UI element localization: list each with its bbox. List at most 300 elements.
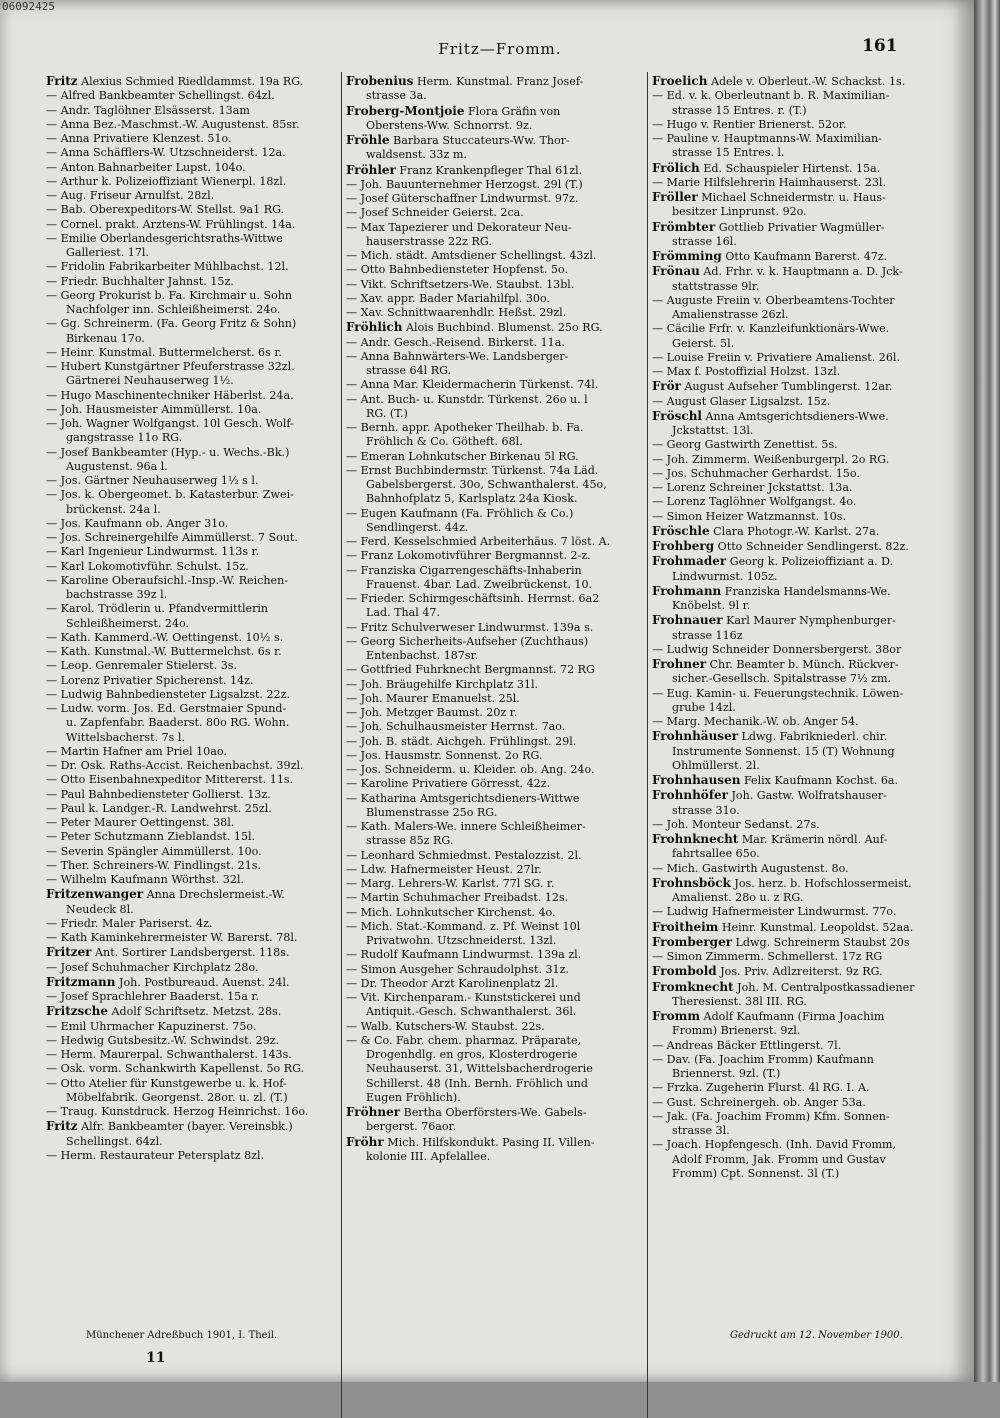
entry-text: — Dr. Theodor Arzt Karolinenplatz 2l. xyxy=(346,976,559,990)
entry-surname: Fröhr xyxy=(346,1134,384,1149)
directory-entry xyxy=(46,74,336,89)
directory-entry xyxy=(46,688,336,702)
entry-text: — Ther. Schreiners-W. Findlingst. 21s. xyxy=(46,858,261,872)
directory-entry xyxy=(46,773,336,787)
entry-surname: Frohnsböck xyxy=(652,875,731,890)
directory-entry xyxy=(652,74,938,89)
directory-entry xyxy=(46,203,336,217)
entry-text: — Ludwig Hafnermeister Lindwurmst. 77o. xyxy=(652,905,897,919)
directory-entry xyxy=(346,906,642,920)
directory-entry xyxy=(46,816,336,830)
entry-text: — Franziska Cigarrengeschäfts-Inhaberin xyxy=(346,563,582,577)
directory-entry xyxy=(346,820,642,834)
entry-text: Alfr. Bankbeamter (bayer. Vereinsbk.) xyxy=(77,1120,293,1134)
entry-continuation: hauserstrasse 22z RG. xyxy=(366,234,492,248)
entry-surname: Fröhner xyxy=(346,1105,401,1119)
directory-entry xyxy=(46,260,336,274)
directory-entry xyxy=(652,161,938,176)
directory-entry xyxy=(346,263,642,277)
entry-text: — Hugo v. Rentier Brienerst. 52or. xyxy=(652,117,847,131)
entry-text: — Wilhelm Kaufmann Wörthst. 32l. xyxy=(46,873,244,886)
directory-entry xyxy=(46,631,336,645)
entry-continuation: Neudeck 8l. xyxy=(66,902,134,916)
entry-text: — Friedr. Buchhalter Jahnst. 15z. xyxy=(46,274,234,288)
directory-entry xyxy=(346,249,642,263)
entry-text: — Ferd. Kesselschmied Arbeiterhäus. 7 löst. A. xyxy=(346,535,611,548)
directory-entry xyxy=(46,659,336,673)
entry-continuation: Eugen Fröhlich). xyxy=(366,1090,461,1104)
directory-entry xyxy=(46,990,336,1004)
directory-entry xyxy=(346,320,642,335)
directory-entry xyxy=(652,351,938,365)
entry-text: — Joach. Hopfengesch. (Inh. David Fromm, xyxy=(652,1138,897,1152)
entry-surname: Fröhlich xyxy=(346,320,403,335)
directory-entry xyxy=(346,863,642,877)
entry-continuation: Fromm) Brienerst. 9zl. xyxy=(672,1024,801,1038)
entry-text: — Friedr. Maler Pariserst. 4z. xyxy=(46,916,213,930)
directory-column-1 xyxy=(46,74,336,1163)
entry-text: — Ludwig Bahnbediensteter Ligsalzst. 22z. xyxy=(46,687,290,701)
directory-entry xyxy=(652,379,938,394)
entry-text: — Anna Bez.-Maschmst.-W. Augustenst. 85sr. xyxy=(46,117,300,131)
entry-text: — Joh. B. städt. Aichgeh. Frühlingst. 29l. xyxy=(346,734,577,748)
entry-continuation: brückenst. 24a l. xyxy=(66,502,161,516)
entry-continuation: Neuhauserst. 31, Wittelsbacherdrogerie xyxy=(366,1062,593,1076)
entry-text: — Max f. Postoffizial Holzst. 13zl. xyxy=(652,365,841,378)
directory-entry xyxy=(346,663,642,677)
entry-text: — Jos. Kaufmann ob. Anger 31o. xyxy=(46,516,229,530)
entry-text: Alois Buchbind. Blumenst. 25o RG. xyxy=(402,321,603,335)
directory-entry xyxy=(46,961,336,975)
entry-surname: Fritz xyxy=(46,1119,78,1134)
directory-entry xyxy=(652,980,938,995)
directory-entry xyxy=(46,161,336,175)
directory-entry xyxy=(46,788,336,802)
entry-surname: Frohnhausen xyxy=(652,773,741,787)
entry-continuation: Amalienst. 28o u. z RG. xyxy=(672,891,804,904)
entry-text: — Karol. Trödlerin u. Pfandvermittlerin xyxy=(46,602,269,616)
entry-text: Otto Kaufmann Barerst. 47z. xyxy=(721,250,888,263)
entry-text: — Osk. vorm. Schankwirth Kapellenst. 5o RG. xyxy=(46,1062,305,1076)
entry-continuation: sicher.-Gesellsch. Spitalstrasse 7½ zm. xyxy=(672,672,892,686)
entry-continuation: Gärtnerei Neuhauserweg 1½. xyxy=(66,374,234,388)
directory-entry xyxy=(46,189,336,203)
entry-text: — Georg Sicherheits-Aufseher (Zuchthaus) xyxy=(346,634,589,648)
directory-entry xyxy=(652,788,938,803)
entry-continuation: Galleriest. 17l. xyxy=(66,246,149,259)
page-number: 161 xyxy=(862,36,898,56)
directory-entry xyxy=(46,275,336,289)
entry-text: Michael Schneidermstr. u. Haus- xyxy=(697,191,886,204)
entry-continuation: Schillerst. 48 (Inh. Bernh. Fröhlich und xyxy=(366,1076,588,1090)
directory-entry xyxy=(652,950,938,964)
entry-continuation: Amalienstrasse 26zl. xyxy=(672,308,789,321)
directory-entry xyxy=(652,467,938,481)
entry-text: Karl Maurer Nymphenburger- xyxy=(722,614,896,628)
directory-entry xyxy=(652,510,938,524)
entry-text: — Simon Ausgeher Schraudolphst. 31z. xyxy=(346,962,569,976)
directory-entry xyxy=(346,1034,642,1048)
entry-continuation: strasse 3a. xyxy=(366,89,427,103)
entry-text: — Fritz Schulverweser Lindwurmst. 139a s. xyxy=(346,620,594,634)
entry-text: Ant. Sortirer Landsbergerst. 118s. xyxy=(91,946,290,960)
entry-continuation: Ohlmüllerst. 2l. xyxy=(672,758,760,772)
directory-entry xyxy=(652,584,938,599)
directory-entry xyxy=(346,891,642,905)
column-divider xyxy=(341,72,342,1418)
entry-text: — Joh. Schulhausmeister Herrnst. 7ao. xyxy=(346,720,566,734)
directory-entry xyxy=(652,176,938,190)
directory-entry xyxy=(652,1053,938,1067)
directory-entry xyxy=(46,830,336,844)
directory-entry xyxy=(346,133,642,148)
entry-text: — Walb. Kutschers-W. Staubst. 22s. xyxy=(346,1019,545,1033)
directory-entry xyxy=(46,802,336,816)
entry-continuation: strasse 85z RG. xyxy=(366,834,454,848)
entry-surname: Fritzenwanger xyxy=(46,887,144,902)
entry-text: Flora Gräfin von xyxy=(464,104,561,118)
entry-continuation: strasse 64l RG. xyxy=(366,364,452,377)
entry-text: — Aug. Friseur Arnulfst. 28zl. xyxy=(46,189,215,202)
entry-text: — Andr. Taglöhner Elsässerst. 13am xyxy=(46,103,250,117)
entry-text: — Lorenz Taglöhner Wolfgangst. 4o. xyxy=(652,495,857,509)
directory-entry xyxy=(346,692,642,706)
entry-text: Bertha Oberförsters-We. Gabels- xyxy=(400,1106,587,1119)
entry-continuation: Bahnhofplatz 5, Karlsplatz 24a Kiosk. xyxy=(366,492,578,506)
entry-text: Otto Schneider Sendlingerst. 82z. xyxy=(714,540,909,553)
directory-entry xyxy=(652,132,938,146)
directory-entry xyxy=(346,421,642,435)
entry-continuation: Privatwohn. Utzschneiderst. 13zl. xyxy=(366,934,557,947)
entry-text: — Herm. Restaurateur Petersplatz 8zl. xyxy=(46,1148,265,1162)
directory-entry xyxy=(652,395,938,409)
entry-text: — Cornel. prakt. Arztens-W. Frühlingst. 14a. xyxy=(46,217,296,231)
entry-surname: Frombold xyxy=(652,964,717,979)
directory-entry xyxy=(652,294,938,308)
directory-entry xyxy=(346,564,642,578)
directory-entry xyxy=(46,1004,336,1019)
entry-continuation: Blumenstrasse 25o RG. xyxy=(366,805,498,819)
entry-continuation: Nachfolger inn. Schleißheimerst. 24o. xyxy=(66,303,281,316)
entry-text: Ad. Frhr. v. k. Hauptmann a. D. Jck- xyxy=(699,265,903,279)
entry-text: — Josef Güterschaffner Lindwurmst. 97z. xyxy=(346,192,579,205)
entry-text: — Rudolf Kaufmann Lindwurmst. 139a zl. xyxy=(346,948,582,962)
directory-entry xyxy=(46,887,336,902)
entry-text: — Kath Kaminkehrermeister W. Barerst. 78l. xyxy=(46,931,298,944)
entry-continuation: Frauenst. 4bar. Lad. Zweibrückenst. 10. xyxy=(366,577,593,591)
entry-continuation: Sendlingerst. 44z. xyxy=(366,520,469,534)
entry-surname: Frohmann xyxy=(652,583,722,598)
entry-text: — Alfred Bankbeamter Schellingst. 64zl. xyxy=(46,89,275,103)
entry-text: — Eugen Kaufmann (Fa. Fröhlich & Co.) xyxy=(346,506,574,520)
directory-entry xyxy=(346,592,642,606)
entry-text: — Leop. Genremaler Stielerst. 3s. xyxy=(46,659,237,673)
entry-text: Anna Amtsgerichtsdieners-Wwe. xyxy=(701,409,889,423)
entry-surname: Fritzer xyxy=(46,945,92,960)
entry-text: Heinr. Kunstmal. Leopoldst. 52aa. xyxy=(718,920,914,934)
entry-surname: Froitheim xyxy=(652,919,719,934)
entry-text: — Otto Bahnbediensteter Hopfenst. 5o. xyxy=(346,263,569,277)
entry-continuation: strasse 15 Entres. l. xyxy=(672,146,785,160)
entry-text: — Joh. Maurer Emanuelst. 25l. xyxy=(346,691,520,705)
entry-surname: Fromm xyxy=(652,1009,701,1023)
directory-entry xyxy=(652,554,938,569)
directory-entry xyxy=(46,745,336,759)
entry-surname: Frohmader xyxy=(652,554,727,569)
entry-continuation: Fromm) Cpt. Sonnenst. 3l (T.) xyxy=(672,1166,840,1180)
entry-text: Gottlieb Privatier Wagmüller- xyxy=(715,220,885,234)
entry-surname: Fritzsche xyxy=(46,1004,108,1019)
directory-entry xyxy=(652,832,938,847)
directory-entry xyxy=(652,1138,938,1152)
entry-text: — Emil Uhrmacher Kapuzinerst. 75o. xyxy=(46,1019,257,1033)
entry-continuation: RG. (T.) xyxy=(366,406,408,420)
directory-entry xyxy=(346,720,642,734)
entry-continuation: strasse 16l. xyxy=(672,234,737,248)
entry-text: — Leonhard Schmiedmst. Pestalozzist. 2l. xyxy=(346,848,582,862)
entry-text: August Aufseher Tumblingerst. 12ar. xyxy=(680,380,893,394)
entry-text: Joh. M. Centralpostkassadiener xyxy=(733,980,915,994)
entry-continuation: grube 14zl. xyxy=(672,700,736,714)
directory-entry xyxy=(46,975,336,990)
entry-text: Jos. Priv. Adlzreiterst. 9z RG. xyxy=(716,965,883,979)
entry-text: — Ed. v. k. Oberleutnant b. R. Maximilian- xyxy=(652,89,890,103)
entry-text: — Franz Lokomotivführer Bergmannst. 2-z. xyxy=(346,549,591,563)
entry-text: — Josef Sprachlehrer Baaderst. 15a r. xyxy=(46,990,259,1003)
directory-entry xyxy=(46,89,336,103)
directory-entry xyxy=(346,763,642,777)
entry-text: Mar. Krämerin nördl. Auf- xyxy=(738,833,888,846)
entry-text: — Frieder. Schirmgeschäftsinh. Herrnst. 6a2 xyxy=(346,592,600,605)
entry-text: — Karoline Oberaufsichl.-Insp.-W. Reichen- xyxy=(46,573,288,587)
entry-continuation: strasse 116z xyxy=(672,628,743,642)
directory-entry xyxy=(652,876,938,891)
entry-text: — Gottfried Fuhrknecht Bergmannst. 72 RG xyxy=(346,663,595,677)
directory-entry xyxy=(46,417,336,431)
entry-text: — Auguste Freiin v. Oberbeamtens-Tochter xyxy=(652,293,895,307)
entry-surname: Fröhle xyxy=(346,133,390,147)
directory-entry xyxy=(46,1119,336,1134)
directory-entry xyxy=(346,1020,642,1034)
directory-entry xyxy=(652,687,938,701)
column-divider xyxy=(647,72,648,1418)
entry-surname: Fromberger xyxy=(652,934,733,949)
entry-text: — Marg. Lehrers-W. Karlst. 77l SG. r. xyxy=(346,877,555,890)
entry-surname: Frömbter xyxy=(652,219,716,234)
entry-text: Felix Kaufmann Kochst. 6a. xyxy=(740,774,899,787)
directory-entry xyxy=(46,560,336,574)
directory-entry xyxy=(346,163,642,178)
entry-text: — Pauline v. Hauptmanns-W. Maximilian- xyxy=(652,132,882,145)
entry-text: — Hedwig Gutsbesitz.-W. Schwindst. 29z. xyxy=(46,1033,280,1047)
entry-continuation: strasse 15 Entres. r. (T.) xyxy=(672,103,807,117)
directory-entry xyxy=(652,643,938,657)
directory-entry xyxy=(46,545,336,559)
directory-entry xyxy=(46,602,336,616)
entry-surname: Frohnauer xyxy=(652,613,723,628)
entry-text: — Karl Lokomotivführ. Schulst. 15z. xyxy=(46,559,249,573)
entry-text: — Joh. Wagner Wolfgangst. 10l Gesch. Wolf- xyxy=(46,417,294,430)
entry-continuation: Theresienst. 38l III. RG. xyxy=(672,994,807,1008)
entry-surname: Frohner xyxy=(652,657,707,671)
directory-entry xyxy=(652,920,938,935)
entry-text: — Martin Hafner am Priel 10ao. xyxy=(46,744,227,758)
directory-entry xyxy=(46,574,336,588)
directory-entry xyxy=(346,1105,642,1120)
entry-text: — Jos. Hausmstr. Sonnenst. 2o RG. xyxy=(346,748,543,762)
directory-entry xyxy=(652,409,938,424)
entry-text: — Traug. Kunstdruck. Herzog Heinrichst. 16o. xyxy=(46,1105,309,1118)
entry-text: — August Glaser Ligsalzst. 15z. xyxy=(652,394,831,408)
directory-entry xyxy=(346,977,642,991)
entry-text: — Jos. k. Obergeomet. b. Katasterbur. Zwei- xyxy=(46,488,294,502)
entry-text: Georg k. Polizeioffiziant a. D. xyxy=(726,555,894,569)
directory-entry xyxy=(346,735,642,749)
entry-surname: Froelich xyxy=(652,74,708,88)
directory-entry xyxy=(46,1062,336,1076)
entry-text: — Marg. Mechanik.-W. ob. Anger 54. xyxy=(652,715,859,728)
directory-entry xyxy=(46,232,336,246)
directory-column-3 xyxy=(652,74,938,1181)
directory-entry xyxy=(652,773,938,788)
entry-continuation: Drogenhdlg. en gros, Klosterdrogerie xyxy=(366,1048,578,1061)
entry-text: — Joh. Bräugehilfe Kirchplatz 31l. xyxy=(346,677,539,691)
entry-text: — Joh. Metzger Baumst. 20z r. xyxy=(346,706,518,719)
directory-entry xyxy=(346,278,642,292)
entry-text: Franz Krankenpfleger Thal 61zl. xyxy=(395,163,583,177)
directory-entry xyxy=(652,539,938,554)
directory-entry xyxy=(652,190,938,205)
entry-text: — Martin Schuhmacher Freibadst. 12s. xyxy=(346,891,569,905)
directory-entry xyxy=(46,474,336,488)
entry-continuation: Möbelfabrik. Georgenst. 28or. u. zl. (T.) xyxy=(66,1090,288,1104)
directory-entry xyxy=(46,859,336,873)
directory-entry xyxy=(46,1105,336,1119)
entry-continuation: Birkenau 17o. xyxy=(66,331,145,345)
entry-surname: Frohberg xyxy=(652,539,715,553)
directory-entry xyxy=(652,365,938,379)
directory-entry xyxy=(652,862,938,876)
directory-entry xyxy=(46,446,336,460)
entry-text: — Paul k. Landger.-R. Landwehrst. 25zl. xyxy=(46,801,272,815)
entry-text: — Hugo Maschinentechniker Häberlst. 24a. xyxy=(46,388,294,402)
directory-entry xyxy=(346,535,642,549)
directory-entry xyxy=(46,1020,336,1034)
entry-text: — Fridolin Fabrikarbeiter Mühlbachst. 12l. xyxy=(46,260,289,274)
entry-text: — Bab. Oberexpeditors-W. Stellst. 9a1 RG. xyxy=(46,203,285,217)
entry-text: — Ant. Buch- u. Kunstdr. Türkenst. 26o u. l xyxy=(346,392,588,406)
directory-entry xyxy=(346,678,642,692)
directory-entry xyxy=(346,991,642,1005)
entry-text: — Andreas Bäcker Ettlingerst. 7l. xyxy=(652,1038,842,1052)
directory-entry xyxy=(652,438,938,452)
book-page-edges xyxy=(974,0,1000,1382)
entry-surname: Frobenius xyxy=(346,74,414,88)
entry-text: — Hubert Kunstgärtner Pfeuferstrasse 32zl. xyxy=(46,360,295,373)
directory-entry xyxy=(46,531,336,545)
directory-entry xyxy=(346,104,642,119)
entry-text: Adolf Kaufmann (Firma Joachim xyxy=(700,1010,885,1023)
entry-continuation: Antiquit.-Gesch. Schwanthalerst. 36l. xyxy=(366,1005,577,1019)
directory-entry xyxy=(46,674,336,688)
entry-continuation: Geierst. 5l. xyxy=(672,336,735,350)
entry-text: — Anna Bahnwärters-We. Landsberger- xyxy=(346,349,569,363)
entry-text: — Kath. Malers-We. innere Schleißheimer- xyxy=(346,820,586,833)
directory-entry xyxy=(652,1096,938,1110)
entry-text: — Karoline Privatiere Görresst. 42z. xyxy=(346,777,551,791)
entry-surname: Fromknecht xyxy=(652,979,734,994)
directory-entry xyxy=(346,849,642,863)
entry-continuation: Lad. Thal 47. xyxy=(366,606,441,620)
directory-entry xyxy=(652,613,938,628)
directory-entry xyxy=(346,221,642,235)
entry-continuation: Gabelsbergerst. 30o, Schwanthalerst. 45o, xyxy=(366,478,607,491)
entry-text: — Ludw. vorm. Jos. Ed. Gerstmaier Spund- xyxy=(46,702,287,715)
directory-entry xyxy=(346,777,642,791)
directory-entry xyxy=(46,917,336,931)
directory-entry xyxy=(346,749,642,763)
entry-text: — Joh. Bauunternehmer Herzogst. 29l (T.) xyxy=(346,177,583,191)
entry-text: Alexius Schmied Riedldammst. 19a RG. xyxy=(77,75,304,88)
entry-continuation: Knöbelst. 9l r. xyxy=(672,599,751,612)
directory-entry xyxy=(346,206,642,220)
directory-entry xyxy=(46,403,336,417)
entry-text: — Kath. Kammerd.-W. Oettingenst. 10½ s. xyxy=(46,630,284,644)
entry-text: — Xav. appr. Bader Mariahilfpl. 30o. xyxy=(346,291,550,305)
entry-text: — & Co. Fabr. chem. pharmaz. Präparate, xyxy=(346,1033,582,1047)
entry-text: Herm. Kunstmal. Franz Josef- xyxy=(413,75,584,88)
entry-text: — Katharina Amtsgerichtsdieners-Wittwe xyxy=(346,791,580,805)
directory-entry xyxy=(652,220,938,235)
directory-entry xyxy=(346,877,642,891)
directory-entry xyxy=(46,517,336,531)
entry-continuation: gangstrasse 11o RG. xyxy=(66,431,183,445)
entry-text: — Severin Spängler Aimmüllerst. 10o. xyxy=(46,844,262,858)
directory-entry xyxy=(346,393,642,407)
entry-text: — Louise Freiin v. Privatiere Amalienst. 26l. xyxy=(652,350,900,364)
directory-column-2 xyxy=(346,74,642,1164)
entry-text: — Paul Bahnbediensteter Gollierst. 13z. xyxy=(46,787,271,801)
entry-surname: Fröschl xyxy=(652,408,702,423)
directory-entry xyxy=(652,964,938,979)
entry-text: — Jos. Gärtner Neuhauserweg 1½ s l. xyxy=(46,474,259,487)
directory-entry xyxy=(46,931,336,945)
entry-continuation: strasse 3l. xyxy=(672,1124,730,1137)
directory-entry xyxy=(46,488,336,502)
entry-text: — Ldw. Hafnermeister Heust. 27lr. xyxy=(346,862,542,876)
entry-text: — Ludwig Schneider Donnersbergerst. 38or xyxy=(652,642,902,656)
entry-text: — Heinr. Kunstmal. Buttermelcherst. 6s r. xyxy=(46,345,282,359)
directory-entry xyxy=(46,702,336,716)
entry-text: — Marie Hilfslehrerin Haimhauserst. 23l. xyxy=(652,175,886,189)
entry-text: — Mich. Lohnkutscher Kirchenst. 4o. xyxy=(346,905,556,919)
entry-continuation: fahrtsallee 65o. xyxy=(672,847,760,861)
entry-text: — Vit. Kirchenparam.- Kunststickerei und xyxy=(346,991,581,1004)
entry-text: — Georg Gastwirth Zenettist. 5s. xyxy=(652,438,838,452)
entry-text: — Jak. (Fa. Joachim Fromm) Kfm. Sonnen- xyxy=(652,1109,890,1123)
entry-text: — Anton Bahnarbeiter Lupst. 104o. xyxy=(46,160,246,174)
entry-text: — Ernst Buchbindermstr. Türkenst. 74a Läd. xyxy=(346,463,599,477)
entry-text: — Karl Ingenieur Lindwurmst. 113s r. xyxy=(46,545,260,559)
entry-text: Barbara Stuccateurs-Ww. Thor- xyxy=(389,134,570,147)
directory-entry xyxy=(46,346,336,360)
entry-text: — Frzka. Zugeherin Flurst. 4l RG. I. A. xyxy=(652,1081,870,1095)
directory-entry xyxy=(46,389,336,403)
entry-text: — Jos. Schreinergehilfe Aimmüllerst. 7 Sout. xyxy=(46,531,298,544)
entry-text: — Joh. Zimmerm. Weißenburgerpl. 2o RG. xyxy=(652,452,890,466)
entry-continuation: bergerst. 76aor. xyxy=(366,1120,457,1134)
entry-text: — Joh. Monteur Sedanst. 27s. xyxy=(652,817,820,831)
